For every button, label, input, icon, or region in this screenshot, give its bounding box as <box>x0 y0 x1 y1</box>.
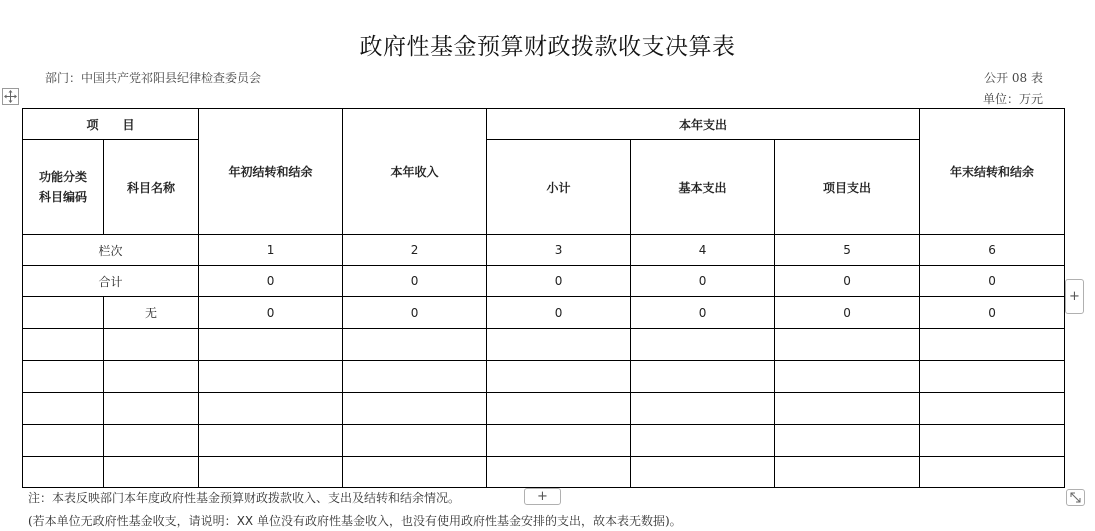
table-cell[interactable]: 0 <box>199 297 343 329</box>
table-move-handle[interactable] <box>2 88 19 105</box>
table-cell[interactable] <box>104 361 199 393</box>
table-cell[interactable] <box>104 457 199 488</box>
header-subject-name[interactable]: 科目名称 <box>104 140 199 235</box>
table-cell[interactable] <box>23 297 104 329</box>
resize-icon <box>1067 490 1084 505</box>
fund-budget-table <box>22 108 1065 488</box>
table-cell[interactable] <box>343 457 487 488</box>
table-row <box>23 297 1065 329</box>
table-row <box>23 329 1065 361</box>
table-row <box>23 361 1065 393</box>
table-cell[interactable]: 0 <box>631 297 775 329</box>
table-resize-handle[interactable] <box>1066 489 1085 506</box>
table-cell[interactable] <box>487 393 631 425</box>
table-cell[interactable]: 0 <box>487 266 631 297</box>
unit-label: 单位：万元 <box>982 92 1043 106</box>
table-cell[interactable] <box>775 361 920 393</box>
table-cell[interactable] <box>631 329 775 361</box>
table-note: 注：本表反映部门本年度政府性基金预算财政拨款收入、支出及结转和结余情况。 <box>28 491 461 505</box>
table-cell[interactable] <box>343 425 487 457</box>
table-cell[interactable] <box>199 457 343 488</box>
header-func-code[interactable]: 功能分类 科目编码 <box>23 140 104 235</box>
header-item[interactable]: 项 目 <box>23 109 199 140</box>
table-cell[interactable] <box>920 457 1065 488</box>
total-row <box>23 266 1065 297</box>
table-cell[interactable] <box>343 361 487 393</box>
table-cell[interactable]: 0 <box>775 266 920 297</box>
department-name: 中国共产党祁阳县纪律检查委员会 <box>81 71 262 85</box>
page-title: 政府性基金预算财政拨款收支决算表 <box>359 34 736 60</box>
column-index-row <box>23 235 1065 266</box>
table-cell[interactable]: 6 <box>920 235 1065 266</box>
table-cell[interactable] <box>343 329 487 361</box>
table-cell[interactable] <box>631 425 775 457</box>
add-column-button[interactable]: + <box>1065 279 1084 314</box>
table-cell[interactable] <box>920 425 1065 457</box>
table-cell[interactable]: 1 <box>199 235 343 266</box>
table-cell[interactable] <box>23 425 104 457</box>
header-project[interactable]: 项目支出 <box>775 140 920 235</box>
table-cell[interactable]: 2 <box>343 235 487 266</box>
table-cell[interactable] <box>920 361 1065 393</box>
table-cell[interactable]: 0 <box>920 297 1065 329</box>
table-cell[interactable] <box>23 329 104 361</box>
table-cell[interactable]: 3 <box>487 235 631 266</box>
table-cell[interactable] <box>920 393 1065 425</box>
header-subtotal[interactable]: 小计 <box>487 140 631 235</box>
table-cell[interactable] <box>631 361 775 393</box>
department-line <box>45 69 261 86</box>
table-cell[interactable] <box>104 329 199 361</box>
column-index-label[interactable]: 栏次 <box>23 235 199 266</box>
table-explanation <box>28 512 682 529</box>
table-cell[interactable] <box>199 425 343 457</box>
table-cell[interactable]: 0 <box>631 266 775 297</box>
table-cell[interactable] <box>487 329 631 361</box>
table-cell[interactable] <box>199 329 343 361</box>
table-cell[interactable]: 0 <box>775 297 920 329</box>
table-cell[interactable] <box>199 393 343 425</box>
table-cell[interactable] <box>631 457 775 488</box>
table-cell[interactable]: 0 <box>199 266 343 297</box>
header-end-balance[interactable]: 年末结转和结余 <box>920 109 1065 235</box>
table-cell[interactable] <box>23 393 104 425</box>
table-row <box>23 425 1065 457</box>
table-cell[interactable]: 5 <box>775 235 920 266</box>
table-cell[interactable]: 0 <box>343 297 487 329</box>
move-icon <box>3 89 18 104</box>
table-cell[interactable] <box>23 457 104 488</box>
table-cell[interactable] <box>199 361 343 393</box>
table-cell[interactable] <box>775 457 920 488</box>
total-label[interactable]: 合计 <box>23 266 199 297</box>
table-row <box>23 457 1065 488</box>
table-cell[interactable]: 4 <box>631 235 775 266</box>
header-income[interactable]: 本年收入 <box>343 109 487 235</box>
table-cell[interactable] <box>487 457 631 488</box>
header-basic[interactable]: 基本支出 <box>631 140 775 235</box>
table-row <box>23 393 1065 425</box>
explanation-placeholder: XX <box>236 514 254 528</box>
table-cell[interactable] <box>775 329 920 361</box>
table-cell[interactable]: 0 <box>343 266 487 297</box>
add-row-button[interactable]: + <box>524 488 561 505</box>
header-expenditure[interactable]: 本年支出 <box>487 109 920 140</box>
sheet-number: 公开 08 表 <box>984 71 1043 85</box>
table-cell[interactable]: 无 <box>104 297 199 329</box>
table-cell[interactable]: 0 <box>920 266 1065 297</box>
explanation-part-2: 单位没有政府性基金收入，也没有使用政府性基金安排的支出，故本表无数据)。 <box>253 514 682 528</box>
table-cell[interactable]: 0 <box>487 297 631 329</box>
table-cell[interactable] <box>775 393 920 425</box>
table-cell[interactable] <box>104 393 199 425</box>
table-cell[interactable] <box>104 425 199 457</box>
header-begin-balance[interactable]: 年初结转和结余 <box>199 109 343 235</box>
table-cell[interactable] <box>775 425 920 457</box>
table-cell[interactable] <box>487 425 631 457</box>
table-cell[interactable] <box>487 361 631 393</box>
table-cell[interactable] <box>631 393 775 425</box>
table-cell[interactable] <box>920 329 1065 361</box>
table-cell[interactable] <box>23 361 104 393</box>
table-cell[interactable] <box>343 393 487 425</box>
department-label: 部门： <box>45 71 82 85</box>
explanation-part-1: (若本单位无政府性基金收支，请说明： <box>28 514 237 528</box>
